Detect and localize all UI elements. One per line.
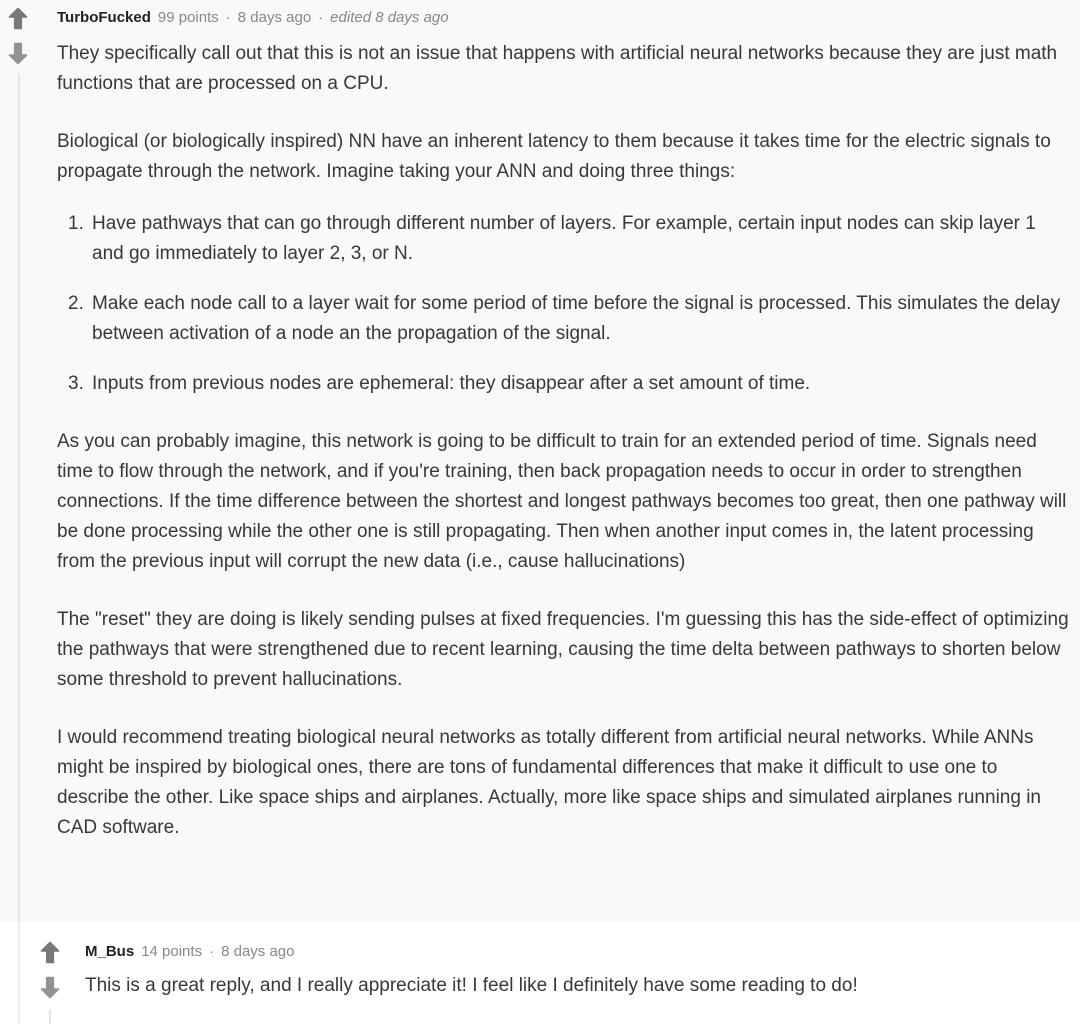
comment-edited-flag: edited 8 days ago	[330, 9, 449, 26]
vote-column	[8, 7, 28, 70]
list-item	[57, 209, 1072, 269]
comment-age: 8 days ago	[221, 943, 295, 960]
comment-points: 99 points	[157, 9, 219, 26]
comment-meta	[57, 7, 1072, 29]
comment-reply	[0, 922, 1080, 1024]
comment-age: 8 days ago	[237, 9, 312, 26]
list-item-number: 1.	[68, 213, 84, 234]
meta-separator: ·	[225, 9, 231, 26]
comment-meta	[85, 941, 1072, 963]
thread-collapse-line[interactable]	[18, 74, 20, 922]
list-item-number: 2.	[68, 293, 84, 314]
meta-separator: ·	[209, 943, 215, 960]
paragraph: Biological (or biologically inspired) NN have an inherent latency to them because it takes time for the electric signals to propagate through the network. Imagine taking your ANN and doing three things:	[57, 131, 1051, 182]
comment-body	[57, 39, 1072, 843]
thread-collapse-line[interactable]	[49, 1010, 51, 1024]
downvote-icon[interactable]	[40, 976, 60, 1004]
comment-author[interactable]: M_Bus	[85, 943, 135, 960]
list-item	[57, 289, 1072, 349]
comment-body: This is a great reply, and I really appreciate it! I feel like I definitely have some reading to do!	[85, 975, 858, 996]
meta-separator: ·	[318, 9, 324, 26]
comment-content	[85, 941, 1072, 1001]
comment-points: 14 points	[141, 943, 203, 960]
list-item-text: Have pathways that can go through different number of layers. For example, certain input nodes can skip layer 1 and go immediately to layer 2, 3, or N.	[92, 213, 1036, 264]
paragraph: I would recommend treating biological neural networks as totally different from artificial neural networks. While ANNs might be inspired by biological ones, there are tons of fundamental differences that make it difficult to use one to describe the other. Like space ships and airplanes. Actually, more like space ships and simulated airplanes running in CAD software.	[57, 727, 1041, 838]
comment-author[interactable]: TurboFucked	[57, 9, 151, 26]
numbered-list	[57, 209, 1072, 399]
list-item-text: Inputs from previous nodes are ephemeral: they disappear after a set amount of time.	[92, 373, 811, 394]
vote-column	[40, 941, 60, 1004]
upvote-icon[interactable]	[40, 941, 60, 969]
paragraph: They specifically call out that this is not an issue that happens with artificial neural networks because they are just math functions that are processed on a CPU.	[57, 43, 1058, 94]
list-item-text: Make each node call to a layer wait for some period of time before the signal is processed. This simulates the delay between activation of a node an the propagation of the signal.	[92, 293, 1061, 344]
list-item	[57, 369, 1072, 399]
paragraph: As you can probably imagine, this network is going to be difficult to train for an extended period of time. Signals need time to flow through the network, and if you're training, then back propagation needs to occur in order to strengthen connections. If the time difference between the shortest and longest pathways becomes too great, then one pathway will be done processing while the other one is still propagating. Then when another input comes in, the latent processing from the previous input will corrupt the new data (i.e., cause hallucinations)	[57, 431, 1067, 572]
thread-collapse-line[interactable]	[18, 922, 20, 1024]
upvote-icon[interactable]	[8, 7, 28, 35]
downvote-icon[interactable]	[8, 42, 28, 70]
list-item-number: 3.	[68, 373, 84, 394]
comment-content	[57, 7, 1072, 843]
paragraph: The "reset" they are doing is likely sending pulses at fixed frequencies. I'm guessing this has the side-effect of optimizing the pathways that were strengthened due to recent learning, causing the time delta between pathways to shorten below some threshold to prevent hallucinations.	[57, 609, 1069, 690]
